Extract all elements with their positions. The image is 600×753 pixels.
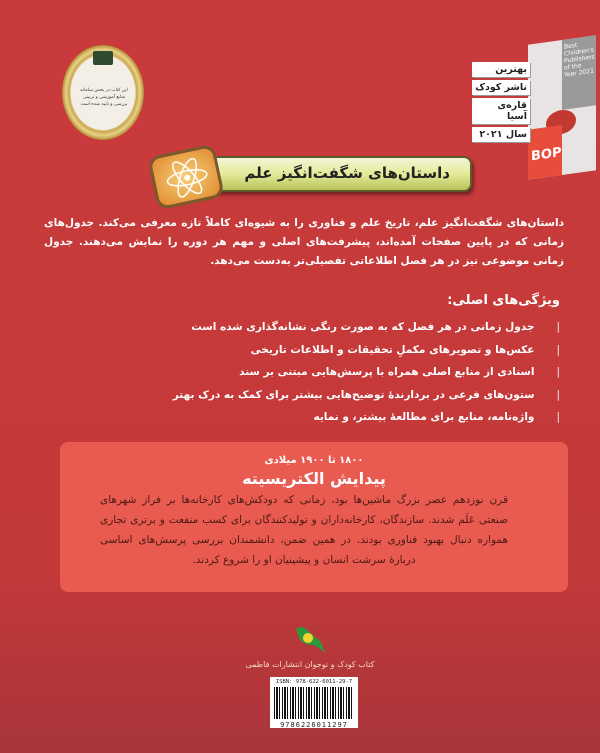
features-heading: ویژگی‌های اصلی: xyxy=(447,293,560,308)
award-line: ناشر کودک xyxy=(472,80,530,95)
approval-seal xyxy=(62,45,144,140)
excerpt-box xyxy=(60,442,568,592)
excerpt-body: قرن نوزدهم عصر بزرگ ماشین‌ها بود، زمانی که دودکش‌های کارخانه‌ها بر فراز شهرهای صنعتی عَلَم شدند. سازندگان، کارخانه‌داران و تولیدکنندگان برای کسب منفعت و برتری تجاری همواره دنبال بهبود فناوری بودند. در همین ضمن، دانشمندان بررسی پرسش‌های اساسی دربارهٔ سرشت انسان و پیشینیان او را شروع کردند. xyxy=(100,494,508,566)
award-line: بهترین xyxy=(472,62,530,77)
series-banner xyxy=(210,156,472,192)
series-title: داستان‌های شگفت‌انگیز علم xyxy=(244,164,450,182)
series-description: داستان‌های شگفت‌انگیز علم، تاریخ علم و فناوری را به شیوه‌ای کاملاً تازه معرفی می‌کند. جدول‌های زمانی که در پایین صفحات آمده‌اند، پیشرفت‌های اصلی و مهم هر دوره را نمایش می‌دهند. جدول زمانی موضوعی نیز در هر فصل اطلاعاتی تفصیلی‌تر به‌دست می‌دهد. xyxy=(44,217,564,267)
feature-text: عکس‌ها و تصویرهای مکملِ تحقیقات و اطلاعات تاریخی xyxy=(250,343,535,356)
feature-text: جدول زمانی در هر فصل که به صورت رنگی نشانه‌گذاری شده است xyxy=(191,321,535,333)
isbn-label: ISBN: 978-622-6011-29-7 xyxy=(275,679,353,685)
award-label xyxy=(472,62,530,145)
feature-item: | عکس‌ها و تصویرهای مکملِ تحقیقات و اطلاعات تاریخی xyxy=(40,341,560,364)
feature-item: | واژه‌نامه، منابع برای مطالعهٔ بیشتر، و نمایه xyxy=(40,408,560,431)
award-line: قاره‌ی آسیا xyxy=(472,98,530,124)
award-line: سال ۲۰۲۱ xyxy=(472,127,530,142)
feature-item: | ستون‌های فرعی در بردارندهٔ توضیح‌هایی بیشتر برای کمک به درک بهتر xyxy=(40,386,560,409)
book-icon xyxy=(93,51,113,65)
barcode-bars xyxy=(274,687,354,719)
barcode xyxy=(270,677,358,728)
award-badge-text: Best Children's Publishers of the Year 2021 xyxy=(562,35,596,110)
publisher-name: کتاب کودک و نوجوان انتشارات فاطمی xyxy=(245,660,375,669)
bop-logo: BOP xyxy=(528,125,562,180)
excerpt-title: پیدایش الکتریسیته xyxy=(242,469,386,488)
feature-item: | جدول زمانی در هر فصل که به صورت رنگی نشانه‌گذاری شده است xyxy=(40,318,560,341)
bop-award-logo xyxy=(528,35,596,180)
barcode-number: 9786226011297 xyxy=(280,721,348,729)
parrot-logo-icon xyxy=(290,625,334,661)
feature-text: اسنادی از منابع اصلی همراه با پرسش‌هایی مبتنی بر سند xyxy=(239,366,535,378)
atom-icon xyxy=(147,144,225,211)
feature-text: واژه‌نامه، منابع برای مطالعهٔ بیشتر، و نمایه xyxy=(313,411,535,423)
feature-item: | اسنادی از منابع اصلی همراه با پرسش‌هایی مبتنی بر سند xyxy=(40,363,560,386)
feature-text: ستون‌های فرعی در بردارندهٔ توضیح‌هایی بیشتر برای کمک به درک بهتر xyxy=(172,388,535,401)
excerpt-date: ۱۸۰۰ تا ۱۹۰۰ میلادی xyxy=(264,455,364,466)
seal-text: این کتاب در بخش سامانه منابع آموزشی و تربیتی بررسی و تایید شده است xyxy=(80,88,128,107)
features-list xyxy=(40,318,560,431)
